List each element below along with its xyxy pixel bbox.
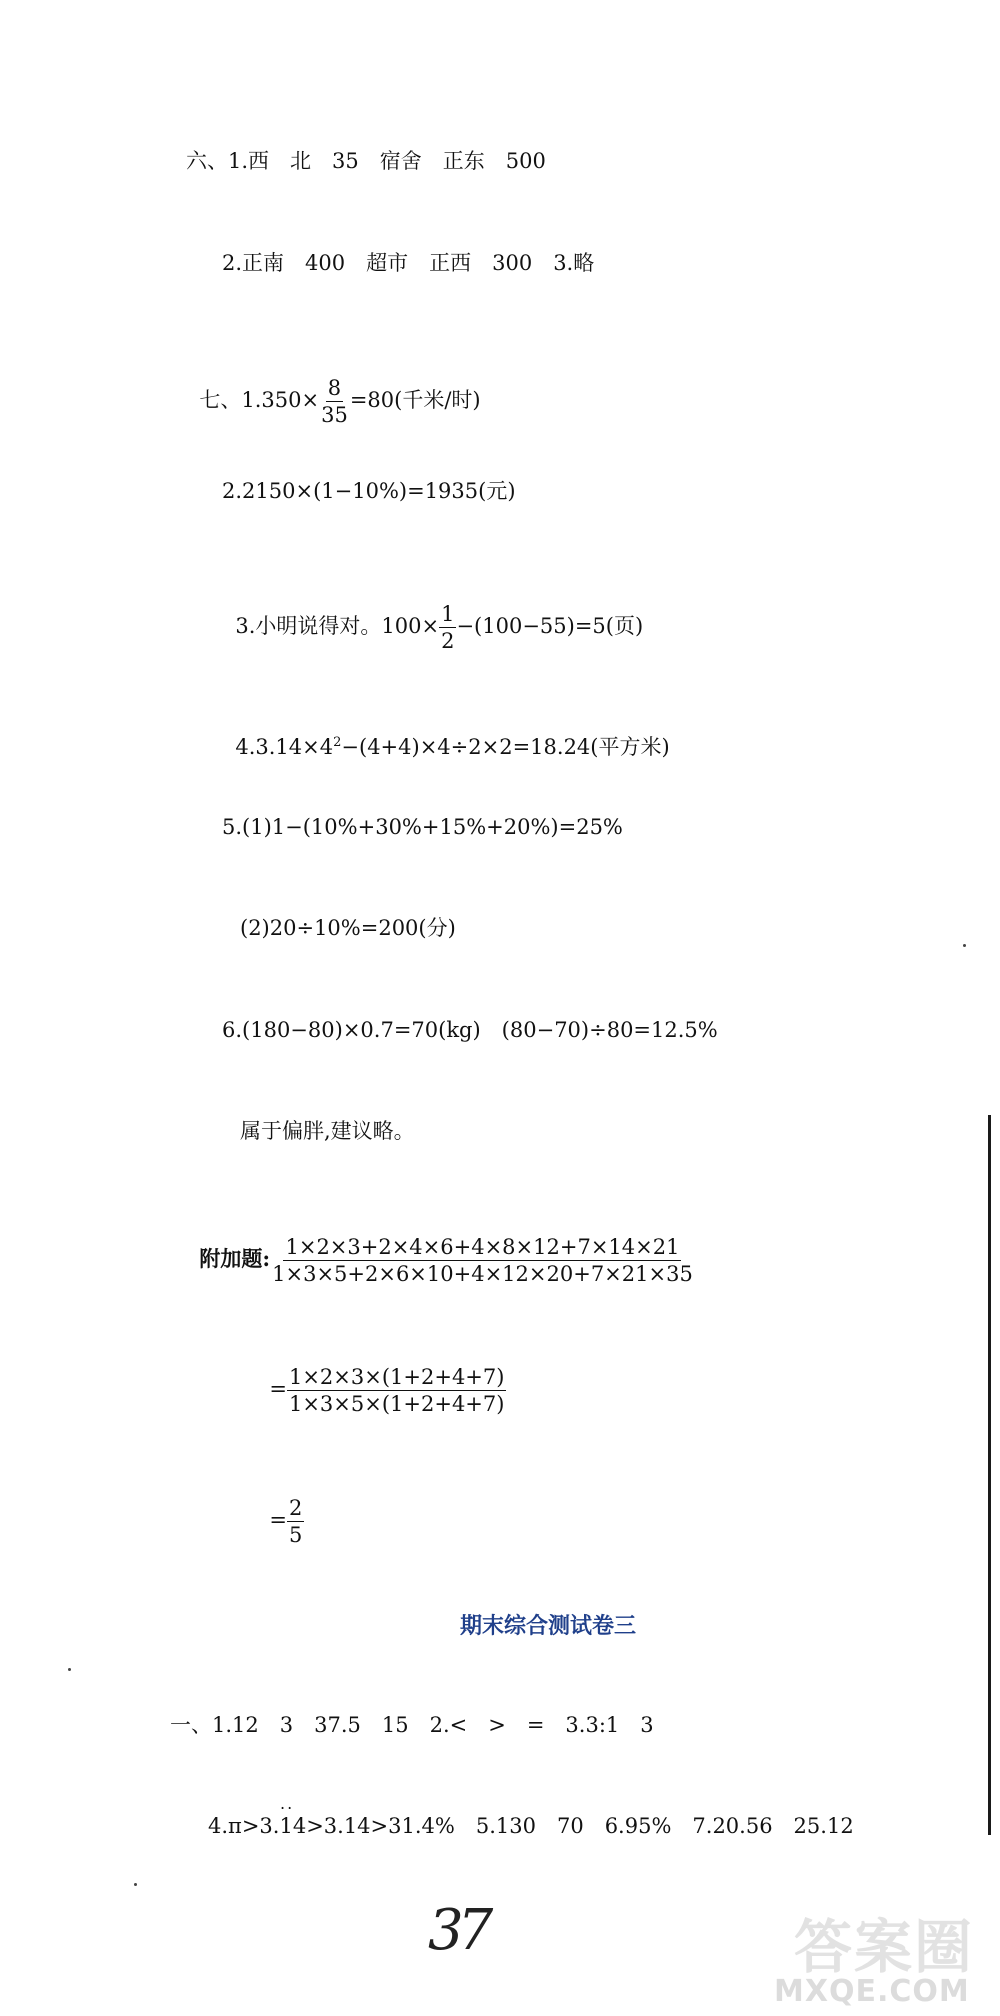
section7-q5-part2: (2)20÷10%=200(分) <box>240 916 456 940</box>
section7-q1 <box>186 356 481 426</box>
q4-exponent: 2 <box>333 735 342 750</box>
q1-suffix: =80(千米/时) <box>349 388 481 413</box>
bonus-label: 附加题: <box>199 1246 271 1272</box>
section7-q2: 2.2150×(1−10%)=1935(元) <box>222 479 516 503</box>
page-number: 37 <box>428 1898 488 1963</box>
exam3-line1: 一、1.12 3 37.5 15 2.< > = 3.3:1 3 <box>170 1713 654 1737</box>
q1-prefix: 七、1.350× <box>199 388 320 413</box>
section6-line1: 六、1.西 北 35 宿舍 正东 500 <box>186 149 546 173</box>
q4-prefix: 4.3.14×4 <box>235 735 334 759</box>
exam3-title: 期末综合测试卷三 <box>460 1613 637 1639</box>
bonus-step1-denominator: 1×3×5+2×6×10+4×12×20+7×21×35 <box>272 1262 693 1287</box>
section7-q6-note: 属于偏胖,建议略。 <box>240 1119 415 1143</box>
bonus-step2-fraction <box>287 1366 507 1415</box>
bonus-step2-equals: = <box>269 1377 287 1402</box>
binding-edge-line <box>988 1115 991 1835</box>
q3-numerator: 1 <box>439 603 456 628</box>
scan-speck <box>134 1883 137 1886</box>
q3-fraction <box>439 603 456 652</box>
scan-speck <box>963 944 966 947</box>
q1-numerator: 8 <box>326 377 343 402</box>
bonus-step1 <box>186 1215 695 1285</box>
bonus-step3-equals: = <box>269 1508 287 1533</box>
section7-q4 <box>222 715 670 758</box>
scan-speck <box>68 1668 71 1671</box>
q3-denominator: 2 <box>441 629 455 654</box>
bonus-step3 <box>256 1476 304 1546</box>
q3-prefix: 3.小明说得对。100× <box>235 614 440 639</box>
bonus-step1-numerator: 1×2×3+2×4×6+4×8×12+7×14×21 <box>283 1236 681 1261</box>
q1-fraction <box>319 377 350 426</box>
bonus-step3-denominator: 5 <box>288 1523 303 1548</box>
watermark-logo-text: 答案圈 <box>794 1913 975 1981</box>
section7-q3 <box>222 582 643 652</box>
watermark-url: MXQE.COM <box>774 1974 970 2009</box>
section6-line2: 2.正南 400 超市 正西 300 3.略 <box>222 251 595 275</box>
site-watermark <box>766 1898 996 2014</box>
section7-q5-part1: 5.(1)1−(10%+30%+15%+20%)=25% <box>222 815 623 839</box>
repeating-decimal-dots: .. <box>280 1794 295 1813</box>
bonus-step2-denominator: 1×3×5×(1+2+4+7) <box>288 1392 505 1417</box>
exam3-line2: 4.π>3.14>3.14>31.4% 5.130 70 6.95% 7.20.56 25.12 <box>208 1814 854 1838</box>
bonus-step3-fraction <box>287 1497 304 1546</box>
bonus-step3-numerator: 2 <box>287 1497 304 1522</box>
bonus-step2 <box>256 1345 506 1415</box>
q3-suffix: −(100−55)=5(页) <box>456 614 644 639</box>
bonus-step2-numerator: 1×2×3×(1+2+4+7) <box>287 1366 507 1391</box>
q1-denominator: 35 <box>321 403 348 428</box>
q4-suffix: −(4+4)×4÷2×2=18.24(平方米) <box>341 735 670 759</box>
section7-q6: 6.(180−80)×0.7=70(kg) (80−70)÷80=12.5% <box>222 1018 718 1042</box>
bonus-step1-fraction <box>270 1236 695 1285</box>
